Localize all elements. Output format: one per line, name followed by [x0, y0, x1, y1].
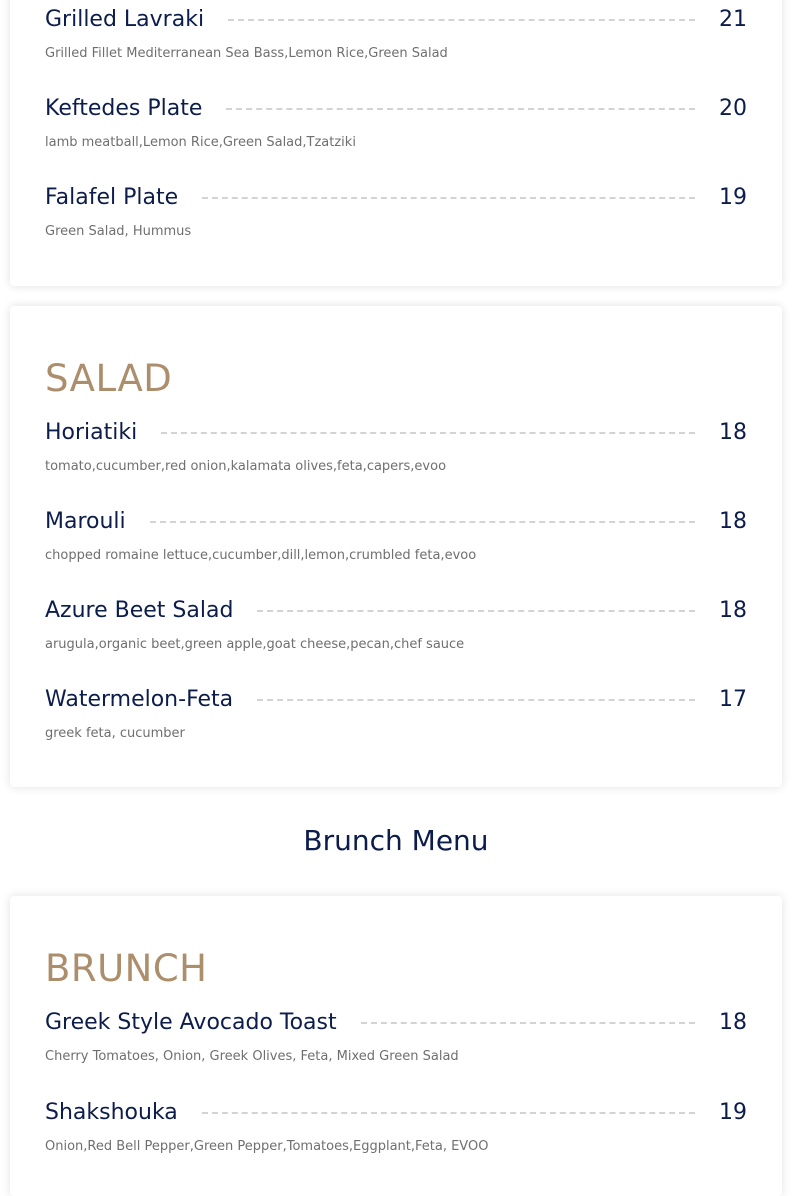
menu-item-description: tomato,cucumber,red onion,kalamata olives,feta,capers,evoo — [45, 459, 447, 474]
menu-item-name: Grilled Lavraki — [45, 7, 205, 32]
menu-item-name: Falafel Plate — [45, 185, 179, 210]
menu-card-brunch — [10, 896, 782, 1196]
dotted-leader — [257, 699, 695, 701]
menu-item-description: Onion,Red Bell Pepper,Green Pepper,Tomatoes,Eggplant,Feta, EVOO — [45, 1139, 489, 1154]
menu-card-mains — [10, 0, 782, 286]
menu-item-price: 18 — [719, 420, 747, 445]
menu-item-description: Cherry Tomatoes, Onion, Greek Olives, Feta, Mixed Green Salad — [45, 1049, 459, 1064]
menu-item-name: Watermelon-Feta — [45, 687, 234, 712]
dotted-leader — [150, 521, 695, 523]
dotted-leader — [202, 197, 695, 199]
menu-item — [45, 5, 747, 75]
menu-item-description: arugula,organic beet,green apple,goat cheese,pecan,chef sauce — [45, 637, 465, 652]
menu-item-name: Greek Style Avocado Toast — [45, 1010, 337, 1035]
menu-item-price: 18 — [719, 598, 747, 623]
dotted-leader — [161, 432, 695, 434]
menu-item — [45, 596, 747, 666]
menu-item-name: Horiatiki — [45, 420, 138, 445]
dotted-leader — [257, 610, 695, 612]
menu-item-description: Green Salad, Hummus — [45, 224, 192, 239]
menu-item-description: Grilled Fillet Mediterranean Sea Bass,Lemon Rice,Green Salad — [45, 46, 448, 61]
menu-item-description: greek feta, cucumber — [45, 726, 185, 741]
menu-card-salad — [10, 306, 782, 787]
menu-item — [45, 183, 747, 253]
menu-item-price: 19 — [719, 185, 747, 210]
menu-item — [45, 1008, 747, 1078]
dotted-leader — [361, 1022, 695, 1024]
dotted-leader — [226, 108, 695, 110]
section-title-brunch: BRUNCH — [45, 947, 208, 990]
menu-item-name: Keftedes Plate — [45, 96, 203, 121]
menu-item-name: Azure Beet Salad — [45, 598, 234, 623]
dotted-leader — [228, 19, 695, 21]
menu-item-name: Shakshouka — [45, 1100, 178, 1125]
brunch-menu-heading: Brunch Menu — [303, 824, 489, 857]
menu-item — [45, 685, 747, 755]
menu-item — [45, 418, 747, 488]
menu-item — [45, 507, 747, 577]
menu-item — [45, 94, 747, 164]
menu-item-description: chopped romaine lettuce,cucumber,dill,lemon,crumbled feta,evoo — [45, 548, 477, 563]
menu-item-price: 17 — [719, 687, 747, 712]
dotted-leader — [202, 1112, 695, 1114]
menu-item-price: 20 — [719, 96, 747, 121]
menu-item — [45, 1098, 747, 1168]
menu-item-price: 21 — [719, 7, 747, 32]
menu-item-price: 18 — [719, 1010, 747, 1035]
menu-item-price: 19 — [719, 1100, 747, 1125]
menu-item-name: Marouli — [45, 509, 126, 534]
section-title-salad: SALAD — [45, 357, 173, 400]
menu-item-price: 18 — [719, 509, 747, 534]
menu-item-description: lamb meatball,Lemon Rice,Green Salad,Tzatziki — [45, 135, 356, 150]
